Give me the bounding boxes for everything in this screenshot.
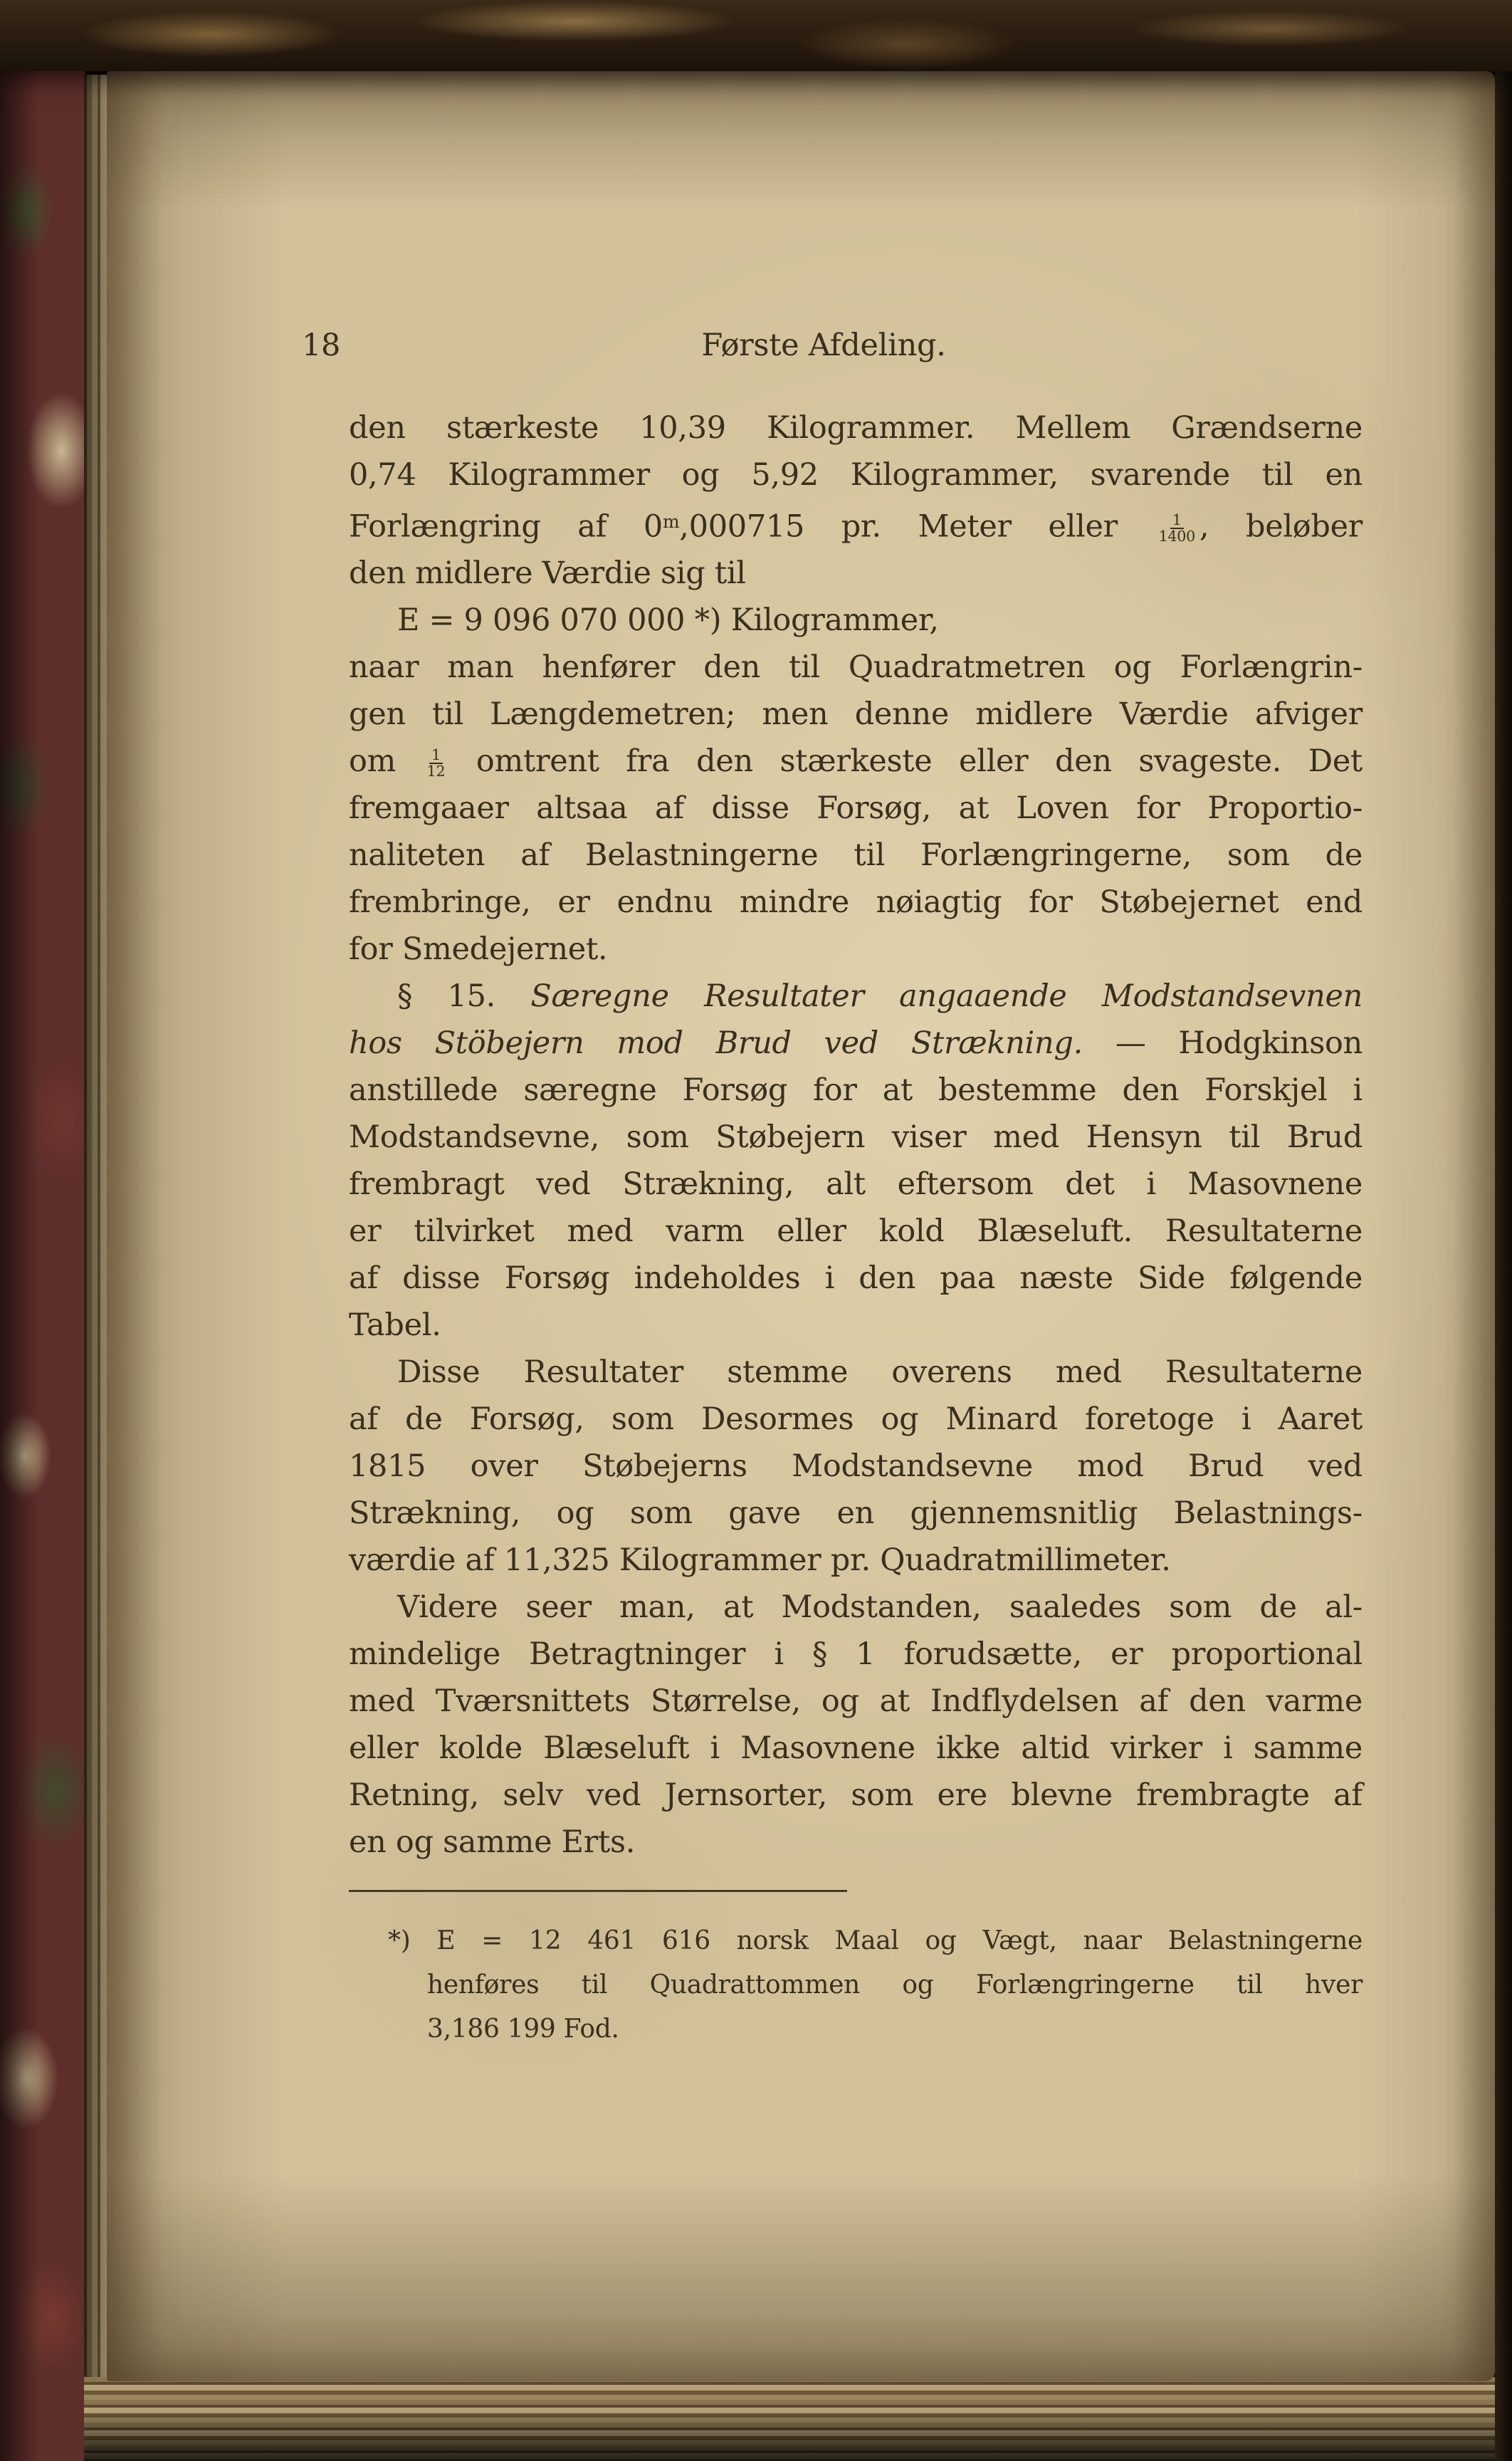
text-segment: 3,186 199 Fod. bbox=[427, 2015, 619, 2044]
text-segment: værdie af 11,325 Kilogrammer pr. Quadratmillimeter. bbox=[349, 1542, 1171, 1579]
paragraph bbox=[349, 1584, 1363, 1866]
text-segment: med Tværsnittets Størrelse, og at Indflydelsen af den varme bbox=[349, 1683, 1363, 1720]
text-line bbox=[349, 1255, 1363, 1302]
paragraph bbox=[349, 973, 1363, 1349]
text-line bbox=[349, 1067, 1363, 1114]
text-segment: om bbox=[349, 743, 423, 780]
text-segment: fremgaaer altsaa af disse Forsøg, at Loven for Proportio- bbox=[349, 790, 1363, 827]
text-line bbox=[349, 1725, 1363, 1772]
text-line bbox=[349, 691, 1363, 738]
text-line bbox=[349, 1631, 1363, 1678]
text-segment: den stærkeste 10,39 Kilogrammer. Mellem Grændserne bbox=[349, 410, 1363, 446]
text-line bbox=[349, 404, 1363, 451]
text-segment: 0,74 Kilogrammer og 5,92 Kilogrammer, svarende til en bbox=[349, 457, 1363, 493]
text-segment: hos Stöbejern mod Brud ved Strækning. bbox=[349, 1025, 1083, 1062]
text-segment: anstillede særegne Forsøg for at bestemme den Forskjel i bbox=[349, 1072, 1363, 1109]
text-line bbox=[349, 644, 1363, 691]
text-line bbox=[349, 832, 1363, 879]
text-line bbox=[349, 1537, 1363, 1584]
fraction: $\frac{1}{12}$ bbox=[426, 746, 446, 780]
text-segment: Videre seer man, at Modstanden, saaledes som de al- bbox=[397, 1589, 1363, 1626]
book-top-edge bbox=[0, 0, 1512, 71]
fraction: $\frac{1}{1400}$ bbox=[1158, 511, 1195, 545]
text-line bbox=[349, 1302, 1363, 1349]
text-segment: 1815 over Støbejerns Modstandsevne mod Brud ved bbox=[349, 1448, 1363, 1485]
text-line bbox=[349, 597, 1363, 644]
text-segment: mindelige Betragtninger i § 1 forudsætte, er proportional bbox=[349, 1636, 1363, 1673]
text-line bbox=[349, 1772, 1363, 1819]
text-segment: af disse Forsøg indeholdes i den paa næste Side følgende bbox=[349, 1260, 1363, 1297]
text-segment: for Smedejernet. bbox=[349, 931, 608, 968]
text-segment: den midlere Værdie sig til bbox=[349, 555, 746, 592]
text-segment: eller kolde Blæseluft i Masovnene ikke altid virker i samme bbox=[349, 1730, 1363, 1767]
text-line bbox=[349, 926, 1363, 973]
text-line bbox=[349, 1678, 1363, 1725]
text-segment: — Hodgkinson bbox=[1082, 1025, 1363, 1062]
text-segment: Retning, selv ved Jernsorter, som ere blevne frembragte af bbox=[349, 1777, 1363, 1814]
footnote-rule bbox=[349, 1890, 847, 1892]
text-segment: henføres til Quadrattommen og Forlængringerne til hver bbox=[427, 1970, 1363, 2000]
footnote bbox=[349, 1919, 1363, 2052]
text-segment: E = 9 096 070 000 *) Kilogrammer, bbox=[397, 602, 939, 639]
text-line bbox=[349, 451, 1363, 498]
text-line bbox=[388, 1919, 1363, 1963]
body-text bbox=[349, 404, 1363, 1866]
text-segment: Modstandsevne, som Støbejern viser med Hensyn til Brud bbox=[349, 1119, 1363, 1156]
text-line bbox=[349, 973, 1363, 1020]
paragraph bbox=[349, 1349, 1363, 1584]
text-line bbox=[349, 1114, 1363, 1161]
text-segment: , beløber bbox=[1199, 508, 1363, 545]
text-segment: omtrent fra den stærkeste eller den svageste. Det bbox=[449, 743, 1363, 780]
marbled-fore-edge bbox=[0, 68, 85, 2461]
text-line bbox=[349, 879, 1363, 926]
text-segment: naar man henfører den til Quadratmetren og Forlængrin- bbox=[349, 649, 1363, 686]
book-page bbox=[107, 71, 1495, 2381]
text-segment: er tilvirket med varm eller kold Blæseluft. Resultaterne bbox=[349, 1213, 1363, 1250]
text-line bbox=[349, 1396, 1363, 1443]
text-segment: Strækning, og som gave en gjennemsnitlig Belastnings- bbox=[349, 1495, 1363, 1532]
text-line bbox=[427, 2007, 1363, 2052]
book-cover-right-edge bbox=[1495, 0, 1512, 2461]
text-segment: naliteten af Belastningerne til Forlængringerne, som de bbox=[349, 837, 1363, 874]
text-segment: gen til Længdemetren; men denne midlere Værdie afviger bbox=[349, 696, 1363, 733]
text-segment: § 15. bbox=[397, 978, 531, 1015]
page-number: 18 bbox=[302, 328, 341, 363]
text-line bbox=[349, 1349, 1363, 1396]
text-line bbox=[349, 1020, 1363, 1067]
page-edge-stack-bottom bbox=[84, 2377, 1495, 2461]
text-segment: Disse Resultater stemme overens med Resultaterne bbox=[397, 1354, 1363, 1391]
text-segment: Særegne Resultater angaaende Modstandsevnen bbox=[530, 978, 1363, 1015]
text-line bbox=[427, 1963, 1363, 2007]
text-segment: en og samme Erts. bbox=[349, 1824, 636, 1861]
text-column bbox=[302, 322, 1363, 2052]
running-title: Første Afdeling. bbox=[701, 328, 946, 363]
text-segment: af de Forsøg, som Desormes og Minard foretoge i Aaret bbox=[349, 1401, 1363, 1438]
text-segment: frembragt ved Strækning, alt eftersom det i Masovnene bbox=[349, 1166, 1363, 1203]
text-segment: Tabel. bbox=[349, 1307, 441, 1344]
text-segment: frembringe, er endnu mindre nøiagtig for Støbejernet end bbox=[349, 884, 1363, 921]
text-segment: Forlængring af 0 bbox=[349, 508, 663, 545]
text-segment: *) E = 12 461 616 norsk Maal og Vægt, naar Belastningerne bbox=[388, 1926, 1363, 1956]
text-segment: ,000715 pr. Meter eller bbox=[679, 508, 1155, 545]
paragraph bbox=[349, 404, 1363, 973]
text-line bbox=[349, 498, 1363, 550]
page-header bbox=[302, 322, 1363, 369]
text-line bbox=[349, 1443, 1363, 1490]
text-line bbox=[349, 785, 1363, 832]
text-line bbox=[349, 550, 1363, 597]
text-line bbox=[349, 738, 1363, 785]
text-line bbox=[349, 1584, 1363, 1631]
text-line bbox=[349, 1819, 1363, 1866]
text-line bbox=[349, 1161, 1363, 1208]
text-segment: m bbox=[662, 511, 680, 532]
text-line bbox=[349, 1208, 1363, 1255]
text-line bbox=[349, 1490, 1363, 1537]
